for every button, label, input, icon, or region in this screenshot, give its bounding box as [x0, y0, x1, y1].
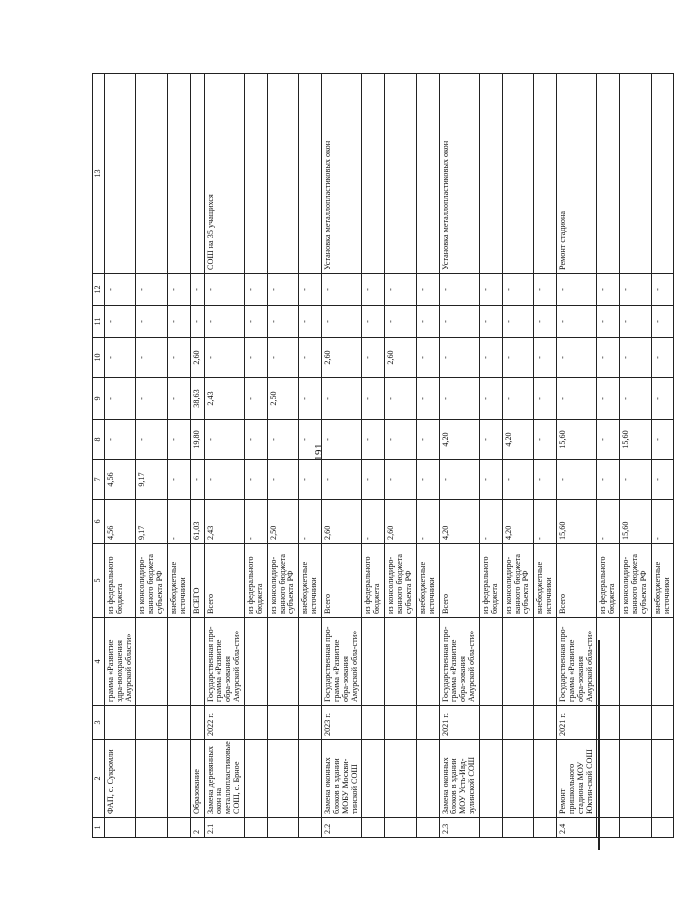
table-row — [136, 74, 168, 838]
value-cell: - — [190, 460, 204, 500]
value-cell: - — [534, 420, 557, 460]
header-cell: 4 — [93, 618, 105, 706]
value-cell: - — [385, 306, 417, 338]
value-cell: - — [439, 338, 479, 378]
value-cell: - — [267, 306, 299, 338]
value-cell: 15,60 — [556, 500, 596, 544]
funding-source-cell: Всего — [556, 544, 596, 618]
table-body — [93, 74, 674, 838]
year-cell: 2021 г. — [439, 706, 479, 740]
funding-source-cell: из федерального бюджета — [362, 544, 385, 618]
value-cell: - — [245, 378, 268, 420]
value-cell: - — [502, 306, 534, 338]
value-cell: - — [534, 500, 557, 544]
object-name-cell — [136, 740, 168, 818]
value-cell: 19,80 — [190, 420, 204, 460]
value-cell: - — [534, 274, 557, 306]
note-cell — [385, 74, 417, 274]
note-cell — [190, 74, 204, 274]
row-number-cell: 2.1 — [204, 818, 244, 838]
note-cell — [620, 74, 652, 274]
year-cell: 2021 г. — [556, 706, 596, 740]
value-cell: - — [534, 306, 557, 338]
value-cell: - — [322, 460, 362, 500]
header-cell: 1 — [93, 818, 105, 838]
row-number-cell — [597, 818, 620, 838]
year-cell — [385, 706, 417, 740]
value-cell: - — [204, 338, 244, 378]
value-cell: - — [322, 420, 362, 460]
note-cell — [534, 74, 557, 274]
funding-source-cell: из консолидиро-ванного бюджета субъекта РФ — [385, 544, 417, 618]
row-number-cell — [267, 818, 299, 838]
row-number-cell: 2 — [190, 818, 204, 838]
year-cell — [267, 706, 299, 740]
year-cell: 2023 г. — [322, 706, 362, 740]
value-cell: - — [190, 274, 204, 306]
value-cell: - — [597, 420, 620, 460]
note-cell — [651, 74, 674, 274]
header-cell: 10 — [93, 338, 105, 378]
object-name-cell — [534, 740, 557, 818]
value-cell: - — [245, 420, 268, 460]
value-cell: - — [322, 306, 362, 338]
year-cell — [104, 706, 136, 740]
value-cell: - — [479, 378, 502, 420]
value-cell: - — [502, 338, 534, 378]
object-name-cell — [245, 740, 268, 818]
program-cell — [479, 618, 502, 706]
value-cell: 2,50 — [267, 500, 299, 544]
year-cell — [651, 706, 674, 740]
value-cell: - — [651, 460, 674, 500]
value-cell: 2,60 — [385, 500, 417, 544]
header-cell: 12 — [93, 274, 105, 306]
year-cell: 2022 г. — [204, 706, 244, 740]
value-cell: - — [136, 306, 168, 338]
value-cell: - — [168, 460, 191, 500]
note-cell — [104, 74, 136, 274]
year-cell — [136, 706, 168, 740]
value-cell: - — [439, 306, 479, 338]
funding-source-cell: из консолидиро-ванного бюджета субъекта РФ — [136, 544, 168, 618]
header-cell: 9 — [93, 378, 105, 420]
object-name-cell — [362, 740, 385, 818]
table-row — [362, 74, 385, 838]
value-cell: 38,63 — [190, 378, 204, 420]
note-cell: Ремонт стадиона — [556, 74, 596, 274]
value-cell: 15,60 — [556, 420, 596, 460]
value-cell: - — [556, 378, 596, 420]
value-cell: - — [267, 420, 299, 460]
value-cell: - — [479, 460, 502, 500]
value-cell: 4,56 — [104, 500, 136, 544]
value-cell: 4,20 — [439, 500, 479, 544]
note-cell — [479, 74, 502, 274]
value-cell: - — [168, 306, 191, 338]
program-cell: Государственная про-грамма «Развитие обра-зования Амурской обла-сти» — [322, 618, 362, 706]
table-row — [299, 74, 322, 838]
header-cell: 2 — [93, 740, 105, 818]
row-number-cell — [299, 818, 322, 838]
value-cell: - — [299, 460, 322, 500]
note-cell — [502, 74, 534, 274]
value-cell: 2,60 — [322, 500, 362, 544]
object-name-cell — [267, 740, 299, 818]
value-cell: - — [245, 338, 268, 378]
value-cell: - — [439, 378, 479, 420]
value-cell: - — [556, 306, 596, 338]
note-cell — [416, 74, 439, 274]
value-cell: - — [651, 306, 674, 338]
program-cell — [245, 618, 268, 706]
note-cell: Установка металлопластиковых окон — [322, 74, 362, 274]
table-row — [620, 74, 652, 838]
object-name-cell — [620, 740, 652, 818]
header-row — [93, 74, 105, 838]
year-cell — [597, 706, 620, 740]
value-cell: 2,43 — [204, 378, 244, 420]
value-cell: - — [502, 378, 534, 420]
value-cell: 9,17 — [136, 500, 168, 544]
table-row — [597, 74, 620, 838]
header-cell: 3 — [93, 706, 105, 740]
value-cell: - — [534, 460, 557, 500]
table-row — [439, 74, 479, 838]
year-cell — [362, 706, 385, 740]
row-number-cell — [479, 818, 502, 838]
investment-table — [92, 73, 674, 838]
value-cell: - — [104, 420, 136, 460]
table-row — [534, 74, 557, 838]
margin-line — [598, 640, 600, 850]
table-row — [479, 74, 502, 838]
object-name-cell — [385, 740, 417, 818]
row-number-cell: 2.4 — [556, 818, 596, 838]
year-cell — [190, 706, 204, 740]
year-cell — [245, 706, 268, 740]
value-cell: - — [416, 500, 439, 544]
value-cell: 2,50 — [267, 378, 299, 420]
value-cell: - — [168, 338, 191, 378]
value-cell: - — [322, 378, 362, 420]
note-cell — [597, 74, 620, 274]
value-cell: - — [204, 420, 244, 460]
value-cell: - — [620, 338, 652, 378]
note-cell — [245, 74, 268, 274]
object-name-cell: Замена деревянных окон на металлопластиковые СОШ, с. Брное — [204, 740, 244, 818]
value-cell: 4,20 — [502, 500, 534, 544]
value-cell: - — [620, 460, 652, 500]
value-cell: 61,03 — [190, 500, 204, 544]
header-cell: 13 — [93, 74, 105, 274]
value-cell: - — [651, 378, 674, 420]
object-name-cell: Ремонт пришкольного стадиона МОУ Юктин-ской СОШ — [556, 740, 596, 818]
funding-source-cell: ВСЕГО — [190, 544, 204, 618]
value-cell: 2,60 — [385, 338, 417, 378]
object-name-cell — [502, 740, 534, 818]
note-cell — [267, 74, 299, 274]
funding-source-cell: внебюджетные источники — [168, 544, 191, 618]
value-cell: - — [204, 460, 244, 500]
value-cell: - — [136, 420, 168, 460]
table-region — [92, 74, 671, 838]
value-cell: - — [502, 460, 534, 500]
value-cell: - — [385, 420, 417, 460]
value-cell: 15,60 — [620, 420, 652, 460]
value-cell: - — [651, 274, 674, 306]
program-cell: Государственная про-грамма «Развитие обра-зования Амурской обла-сти» — [204, 618, 244, 706]
value-cell: - — [104, 274, 136, 306]
value-cell: - — [597, 378, 620, 420]
value-cell: - — [620, 378, 652, 420]
value-cell: - — [362, 338, 385, 378]
value-cell: - — [168, 378, 191, 420]
value-cell: - — [245, 274, 268, 306]
row-number-cell — [136, 818, 168, 838]
object-name-cell: Замена оконных блоков в здании МОБУ Москви-тинской СОШ — [322, 740, 362, 818]
program-cell — [534, 618, 557, 706]
table-row — [168, 74, 191, 838]
table-row — [104, 74, 136, 838]
value-cell: - — [439, 274, 479, 306]
note-cell — [299, 74, 322, 274]
value-cell: - — [267, 460, 299, 500]
object-name-cell — [479, 740, 502, 818]
value-cell: - — [245, 306, 268, 338]
value-cell: - — [597, 500, 620, 544]
program-cell — [385, 618, 417, 706]
value-cell: - — [479, 420, 502, 460]
value-cell: 2,60 — [322, 338, 362, 378]
program-cell — [597, 618, 620, 706]
funding-source-cell: из консолидиро-ванного бюджета субъекта РФ — [502, 544, 534, 618]
object-name-cell — [651, 740, 674, 818]
value-cell: - — [362, 378, 385, 420]
row-number-cell — [385, 818, 417, 838]
year-cell — [416, 706, 439, 740]
note-cell: Установка металлопластиковых окон — [439, 74, 479, 274]
table-row — [322, 74, 362, 838]
value-cell: - — [651, 500, 674, 544]
value-cell: - — [204, 274, 244, 306]
funding-source-cell: из консолидиро-ванного бюджета субъекта РФ — [267, 544, 299, 618]
note-cell — [168, 74, 191, 274]
program-cell — [620, 618, 652, 706]
value-cell: - — [168, 274, 191, 306]
value-cell: - — [299, 338, 322, 378]
table-row — [267, 74, 299, 838]
row-number-cell — [362, 818, 385, 838]
value-cell: - — [597, 274, 620, 306]
year-cell — [620, 706, 652, 740]
value-cell: - — [362, 274, 385, 306]
value-cell: - — [620, 306, 652, 338]
value-cell: - — [556, 338, 596, 378]
year-cell — [534, 706, 557, 740]
value-cell: - — [416, 306, 439, 338]
header-cell: 11 — [93, 306, 105, 338]
value-cell: - — [651, 420, 674, 460]
funding-source-cell: Всего — [204, 544, 244, 618]
row-number-cell — [651, 818, 674, 838]
program-cell: Государственная про-грамма «Развитие обра-зования Амурской обла-сти» — [439, 618, 479, 706]
value-cell: - — [362, 420, 385, 460]
table-row — [204, 74, 244, 838]
header-cell: 6 — [93, 500, 105, 544]
table-row — [556, 74, 596, 838]
value-cell: - — [385, 274, 417, 306]
value-cell: - — [534, 378, 557, 420]
value-cell: - — [479, 306, 502, 338]
header-cell: 5 — [93, 544, 105, 618]
funding-source-cell: внебюджетные источники — [651, 544, 674, 618]
year-cell — [168, 706, 191, 740]
program-cell: грамма «Развитие здра-воохранения Амурской области» — [104, 618, 136, 706]
value-cell: - — [299, 500, 322, 544]
value-cell: - — [620, 274, 652, 306]
row-number-cell — [168, 818, 191, 838]
funding-source-cell: из консолидиро-ванного бюджета субъекта РФ — [620, 544, 652, 618]
value-cell: - — [651, 338, 674, 378]
value-cell: - — [168, 500, 191, 544]
value-cell: 2,43 — [204, 500, 244, 544]
table-row — [245, 74, 268, 838]
program-cell — [362, 618, 385, 706]
value-cell: - — [136, 338, 168, 378]
year-cell — [299, 706, 322, 740]
value-cell: - — [267, 338, 299, 378]
object-name-cell: Образование — [190, 740, 204, 818]
value-cell: 4,20 — [439, 420, 479, 460]
value-cell: - — [385, 378, 417, 420]
value-cell: - — [385, 460, 417, 500]
value-cell: 4,56 — [104, 460, 136, 500]
row-number-cell: 2.2 — [322, 818, 362, 838]
program-cell — [168, 618, 191, 706]
value-cell: - — [479, 500, 502, 544]
value-cell: - — [362, 500, 385, 544]
value-cell: - — [168, 420, 191, 460]
value-cell: 9,17 — [136, 460, 168, 500]
value-cell: - — [556, 274, 596, 306]
value-cell: - — [245, 460, 268, 500]
row-number-cell — [416, 818, 439, 838]
table-row — [190, 74, 204, 838]
note-cell — [136, 74, 168, 274]
value-cell: - — [556, 460, 596, 500]
row-number-cell — [502, 818, 534, 838]
table-row — [651, 74, 674, 838]
value-cell: 2,60 — [190, 338, 204, 378]
row-number-cell — [620, 818, 652, 838]
program-cell — [502, 618, 534, 706]
value-cell: - — [299, 274, 322, 306]
funding-source-cell: из федерального бюджета — [479, 544, 502, 618]
header-cell: 8 — [93, 420, 105, 460]
program-cell — [190, 618, 204, 706]
value-cell: - — [204, 306, 244, 338]
object-name-cell — [597, 740, 620, 818]
value-cell: - — [104, 378, 136, 420]
funding-source-cell: из федерального бюджета — [245, 544, 268, 618]
row-number-cell — [104, 818, 136, 838]
funding-source-cell: внебюджетные источники — [299, 544, 322, 618]
value-cell: - — [245, 500, 268, 544]
value-cell: - — [479, 274, 502, 306]
value-cell: - — [502, 274, 534, 306]
value-cell: - — [597, 338, 620, 378]
value-cell: - — [299, 378, 322, 420]
note-cell — [362, 74, 385, 274]
program-cell — [416, 618, 439, 706]
value-cell: - — [299, 420, 322, 460]
value-cell: - — [104, 338, 136, 378]
row-number-cell: 2.3 — [439, 818, 479, 838]
value-cell: - — [597, 460, 620, 500]
value-cell: - — [439, 460, 479, 500]
table-row — [385, 74, 417, 838]
row-number-cell — [245, 818, 268, 838]
value-cell: - — [136, 274, 168, 306]
value-cell: - — [416, 420, 439, 460]
value-cell: - — [299, 306, 322, 338]
value-cell: - — [104, 306, 136, 338]
funding-source-cell: из федерального бюджета — [597, 544, 620, 618]
table-row — [502, 74, 534, 838]
value-cell: - — [136, 378, 168, 420]
value-cell: - — [416, 274, 439, 306]
value-cell: - — [362, 306, 385, 338]
object-name-cell: Замена оконных блоков в здании МОУ Усть-Ивд-зулинской СОШ — [439, 740, 479, 818]
page-number: 191 — [313, 443, 325, 461]
value-cell: - — [190, 306, 204, 338]
program-cell — [651, 618, 674, 706]
year-cell — [479, 706, 502, 740]
funding-source-cell: внебюджетные источники — [534, 544, 557, 618]
object-name-cell — [299, 740, 322, 818]
value-cell: 4,20 — [502, 420, 534, 460]
value-cell: - — [597, 306, 620, 338]
funding-source-cell: из федерального бюджета — [104, 544, 136, 618]
funding-source-cell: Всего — [322, 544, 362, 618]
value-cell: - — [534, 338, 557, 378]
program-cell — [267, 618, 299, 706]
value-cell: 15,60 — [620, 500, 652, 544]
value-cell: - — [362, 460, 385, 500]
object-name-cell — [416, 740, 439, 818]
year-cell — [502, 706, 534, 740]
program-cell — [136, 618, 168, 706]
note-cell: СОШ на 35 учащихся — [204, 74, 244, 274]
value-cell: - — [267, 274, 299, 306]
table-row — [416, 74, 439, 838]
row-number-cell — [534, 818, 557, 838]
object-name-cell — [168, 740, 191, 818]
header-cell: 7 — [93, 460, 105, 500]
value-cell: - — [322, 274, 362, 306]
funding-source-cell: Всего — [439, 544, 479, 618]
value-cell: - — [416, 378, 439, 420]
program-cell: Государственная про-грамма «Развитие обра-зования Амурской обла-сти» — [556, 618, 596, 706]
value-cell: - — [416, 460, 439, 500]
object-name-cell: ФАП, с. Сукромли — [104, 740, 136, 818]
value-cell: - — [416, 338, 439, 378]
value-cell: - — [479, 338, 502, 378]
program-cell — [299, 618, 322, 706]
funding-source-cell: внебюджетные источники — [416, 544, 439, 618]
